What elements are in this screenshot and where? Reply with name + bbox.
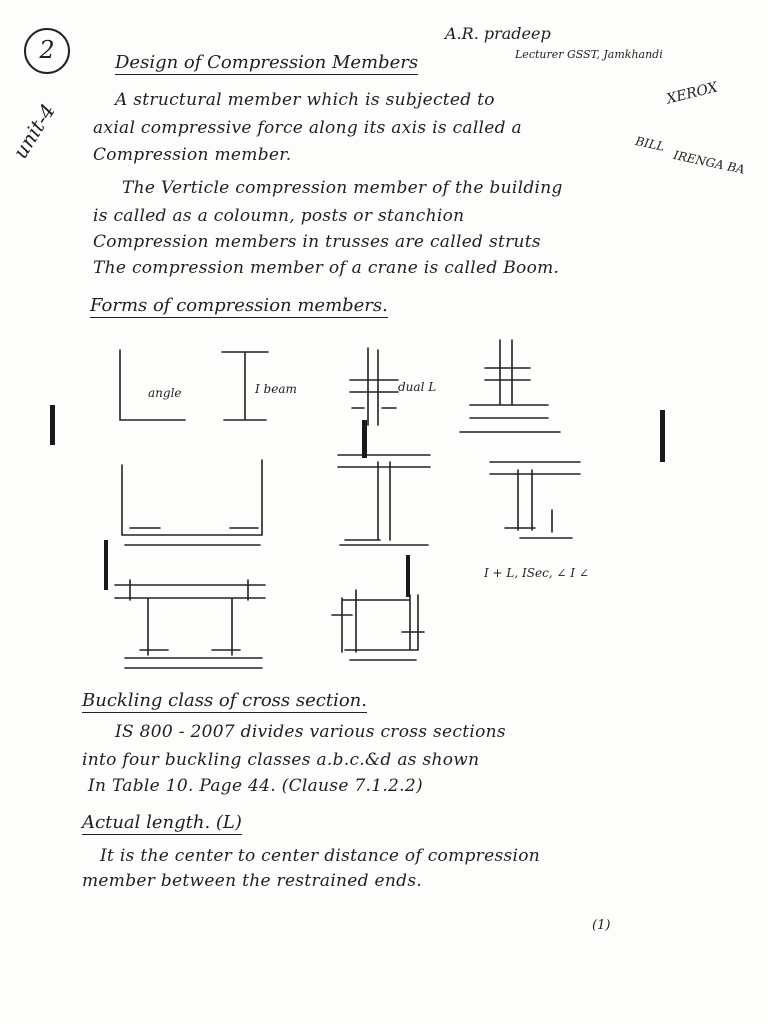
angle-section-sketch xyxy=(120,350,185,420)
author-title: Lecturer GSST, Jamkhandi xyxy=(515,48,663,61)
channel-section-sketch xyxy=(122,460,262,545)
margin-note-bill: BILL xyxy=(634,134,666,154)
built-up-channels-sketch xyxy=(115,580,265,668)
page-number-circled: 2 xyxy=(24,28,70,74)
scan-mark xyxy=(50,405,55,445)
double-angle-label: dual L xyxy=(398,380,437,394)
actual-length-heading-text: Actual length. (L) xyxy=(82,812,242,833)
footer-mark: (1) xyxy=(592,918,611,933)
unit-label: unit-4 xyxy=(8,99,60,163)
definition-line-1: The Verticle compression member of the building xyxy=(122,178,563,198)
actual-length-heading xyxy=(82,812,242,833)
buckling-heading xyxy=(82,690,367,711)
t-section-sketch xyxy=(338,455,430,545)
star-angle-sketch xyxy=(460,340,560,432)
page-title-text: Design of Compression Members xyxy=(115,52,419,73)
definition-line-4: The compression member of a crane is called Boom. xyxy=(93,258,560,278)
actual-length-line-1: It is the center to center distance of compression xyxy=(100,846,541,866)
ibeam-label: I beam xyxy=(255,382,297,396)
angle-label: angle xyxy=(148,386,182,400)
double-angle-sketch xyxy=(350,348,398,425)
buckling-line-1: IS 800 - 2007 divides various cross sections xyxy=(115,722,506,742)
scan-mark xyxy=(104,540,108,590)
buckling-line-3: In Table 10. Page 44. (Clause 7.1.2.2) xyxy=(88,776,423,796)
actual-length-line-2: member between the restrained ends. xyxy=(82,871,423,891)
buckling-heading-text: Buckling class of cross section. xyxy=(82,690,367,711)
intro-line-2: axial compressive force along its axis is called a xyxy=(93,118,522,138)
scan-mark xyxy=(362,420,367,458)
scan-mark xyxy=(660,410,665,462)
forms-heading-text: Forms of compression members. xyxy=(90,295,388,316)
buckling-line-2: into four buckling classes a.b.c.&d as shown xyxy=(82,750,480,770)
combo-label: I + L, ISec, ∠ I ∠ xyxy=(484,566,589,580)
margin-note-irenga: IRENGA BA xyxy=(672,148,747,177)
four-angle-box-sketch xyxy=(332,590,424,660)
definition-line-2: is called as a coloumn, posts or stanchion xyxy=(93,206,465,226)
margin-note-xerox: XEROX xyxy=(665,79,720,108)
scan-mark xyxy=(406,555,410,597)
intro-line-1: A structural member which is subjected to xyxy=(115,90,495,110)
author-name: A.R. pradeep xyxy=(445,24,551,43)
intro-line-3: Compression member. xyxy=(93,145,292,165)
built-up-i-sketch xyxy=(490,462,580,538)
definition-line-3: Compression members in trusses are called struts xyxy=(93,232,541,252)
